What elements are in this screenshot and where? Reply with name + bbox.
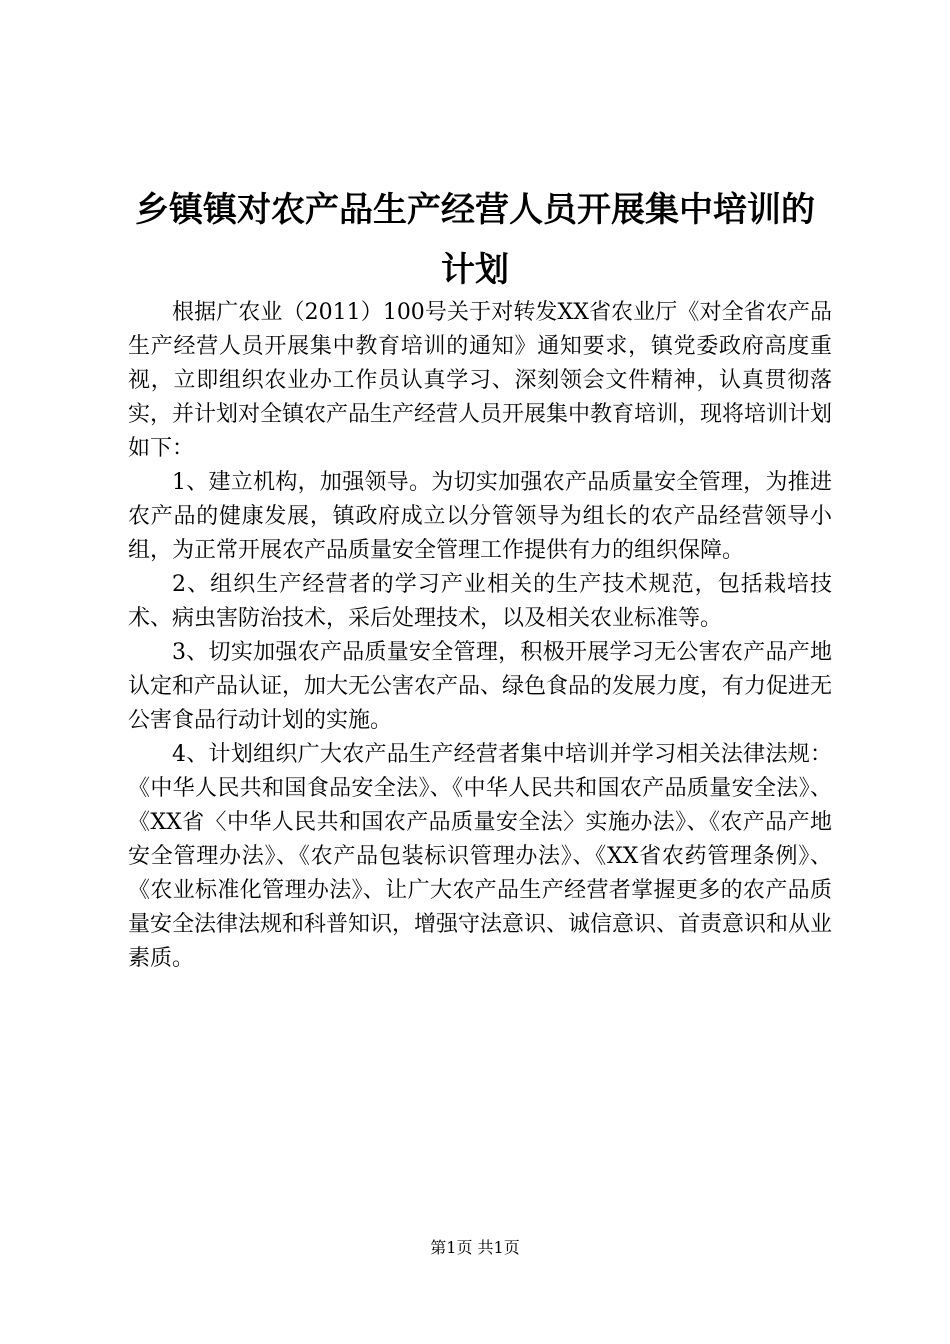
plan-item-3-paragraph: 3、切实加强农产品质量安全管理，积极开展学习无公害农产品产地认定和产品认证，加大无公害农产品、绿色食品的发展力度，有力促进无公害食品行动计划的实施。 — [128, 640, 833, 733]
page-number-footer: 第1页 共1页 — [430, 1238, 520, 1257]
plan-item-2-paragraph: 2、组织生产经营者的学习产业相关的生产技术规范，包括栽培技术、病虫害防治技术，采后处理技术，以及相关农业标准等。 — [128, 572, 832, 631]
intro-paragraph: 根据广农业（2011）100号关于对转发XX省农业厅《对全省农产品生产经营人员开展集中教育培训的通知》通知要求，镇党委政府高度重视，立即组织农业办工作员认真学习、深刻领会文件精神，认真贯彻落实，并计划对全镇农产品生产经营人员开展集中教育培训，现将培训计划如下： — [128, 300, 833, 461]
plan-item-1-paragraph: 1、建立机构，加强领导。为切实加强农产品质量安全管理，为推进农产品的健康发展，镇政府成立以分管领导为组长的农产品经营领导小组，为正常开展农产品质量安全管理工作提供有力的组织保障。 — [128, 470, 832, 563]
document-title-line-1: 乡镇镇对农产品生产经营人员开展集中培训的 — [135, 190, 815, 230]
plan-item-4-paragraph: 4、计划组织广大农产品生产经营者集中培训并学习相关法律法规：《中华人民共和国食品安全法》、《中华人民共和国农产品质量安全法》、《XX省〈中华人民共和国农产品质量安全法〉实施办法》、《农产品产地安全管理办法》、《农产品包装标识管理办法》、《XX省农药管理条例》、《农业标准化管理办法》、让广大农产品生产经营者掌握更多的农产品质量安全法律法规和科普知识，增强守法意识、诚信意识、首责意识和从业素质。 — [128, 742, 833, 971]
document-body — [128, 296, 832, 976]
document-title-line-2: 计划 — [441, 250, 509, 290]
